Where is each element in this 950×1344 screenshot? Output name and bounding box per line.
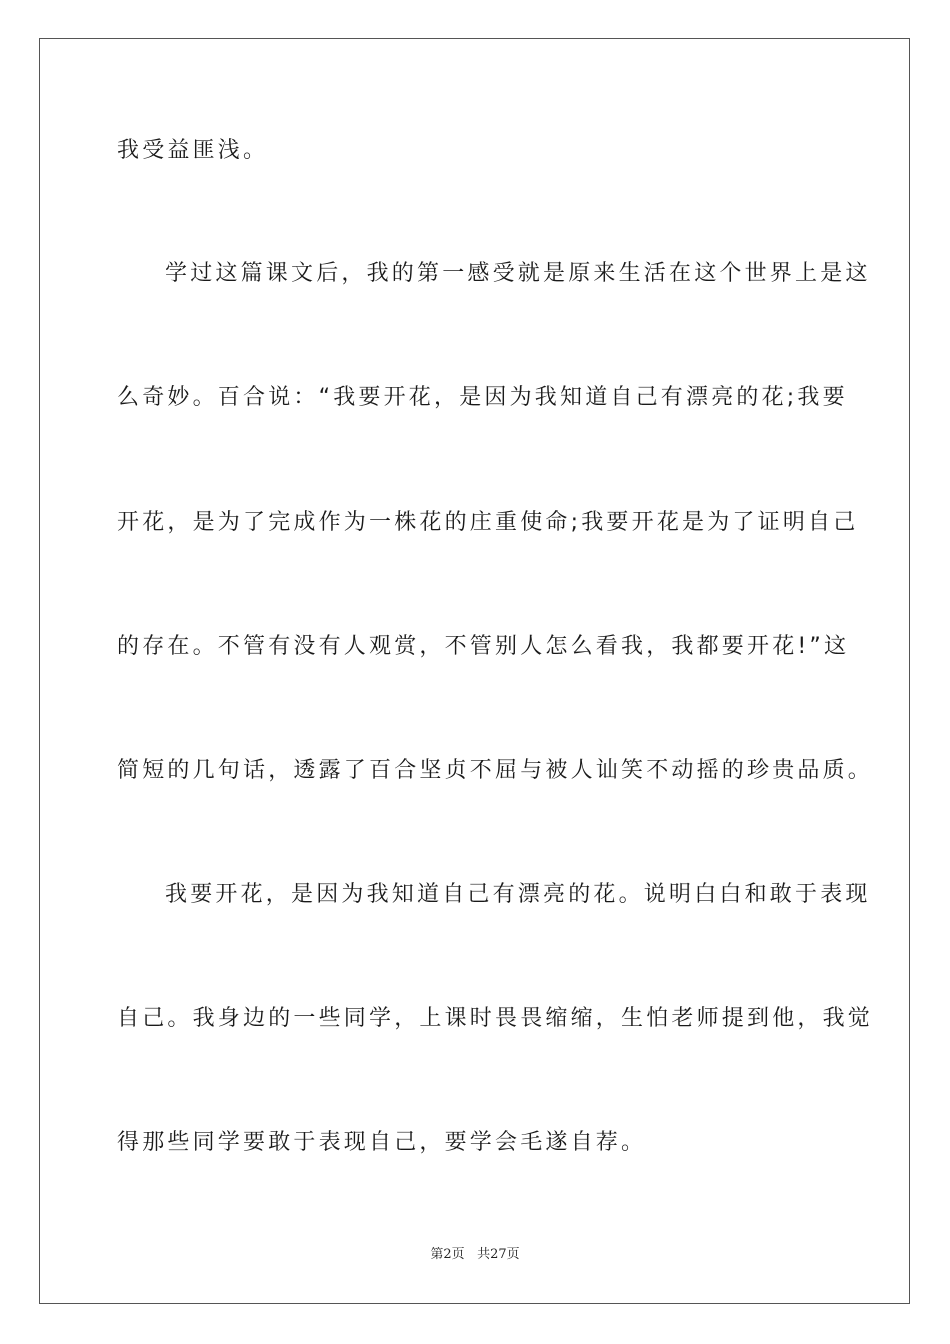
- text-line-4: 开花，是为了完成作为一株花的庄重使命;我要开花是为了证明自己: [117, 510, 859, 535]
- text-line-1: 我受益匪浅。: [117, 138, 269, 163]
- text-line-6: 简短的几句话，透露了百合坚贞不屈与被人讪笑不动摇的珍贵品质。: [117, 758, 874, 783]
- page-border: [39, 38, 910, 1304]
- text-line-2: 学过这篇课文后，我的第一感受就是原来生活在这个世界上是这: [165, 261, 871, 286]
- text-line-5: 的存在。不管有没有人观赏，不管别人怎么看我，我都要开花!”这: [117, 634, 850, 659]
- page-total: 共27页: [477, 1247, 520, 1262]
- page-number: 第2页: [430, 1247, 465, 1262]
- text-line-9: 得那些同学要敢于表现自己，要学会毛遂自荐。: [117, 1130, 647, 1155]
- text-line-7: 我要开花，是因为我知道自己有漂亮的花。说明白白和敢于表现: [165, 882, 871, 907]
- text-line-8: 自己。我身边的一些同学，上课时畏畏缩缩，生怕老师提到他，我觉: [117, 1006, 874, 1031]
- page-footer: [0, 1246, 950, 1264]
- text-line-3: 么奇妙。百合说：“我要开花，是因为我知道自己有漂亮的花;我要: [117, 385, 848, 410]
